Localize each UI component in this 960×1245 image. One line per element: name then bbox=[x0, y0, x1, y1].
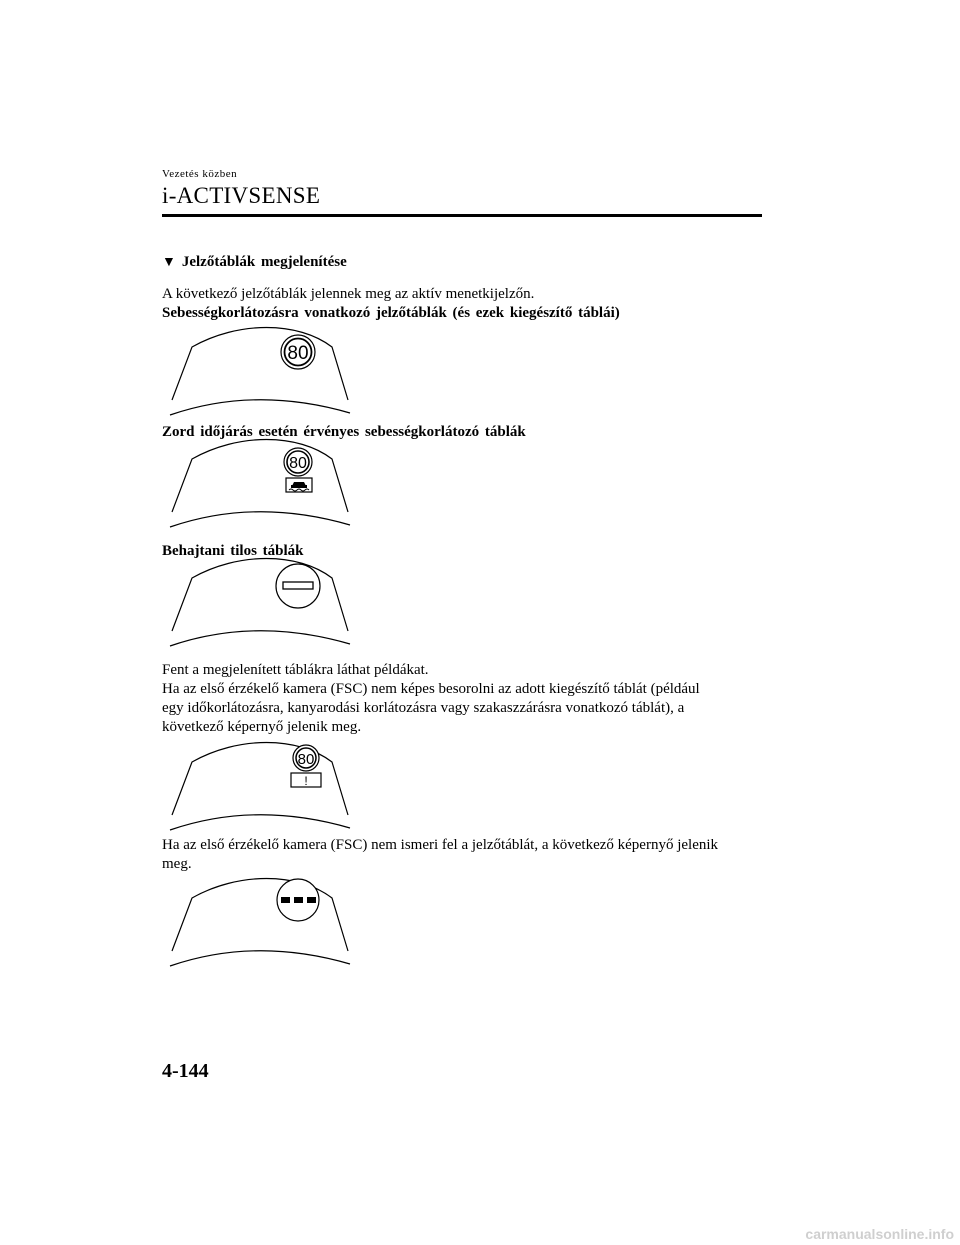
triangle-marker-icon: ▼ bbox=[162, 255, 176, 270]
weather-speed-limit-diagram bbox=[168, 437, 352, 529]
fsc-unclassified-line-1: Ha az első érzékelő kamera (FSC) nem képes besorolni az adott kiegészítő táblát (például bbox=[162, 681, 700, 697]
page-number: 4-144 bbox=[162, 1060, 209, 1082]
no-entry-heading: Behajtani tilos táblák bbox=[162, 543, 304, 559]
fsc-unclassified-line-2: egy időkorlátozásra, kanyarodási korlátozásra vagy szakaszzárásra vonatkozó táblát), a bbox=[162, 700, 685, 716]
examples-note: Fent a megjelenített táblákra láthat példákat. bbox=[162, 662, 429, 678]
unclassified-sign-diagram bbox=[168, 740, 352, 832]
watermark: carmanualsonline.info bbox=[805, 1226, 954, 1242]
fsc-unclassified-line-3: következő képernyő jelenik meg. bbox=[162, 719, 362, 735]
speed-limit-display-diagram bbox=[168, 325, 352, 417]
fsc-unrecognized-line-2: meg. bbox=[162, 856, 192, 872]
section-label: Vezetés közben bbox=[162, 168, 238, 180]
unrecognized-sign-diagram bbox=[168, 876, 352, 968]
no-entry-display-diagram bbox=[168, 556, 352, 648]
speed-limit-value: 80 bbox=[287, 343, 309, 364]
slippery-road-icon bbox=[286, 478, 312, 492]
weather-speed-value: 80 bbox=[289, 455, 307, 472]
intro-paragraph: A következő jelzőtáblák jelennek meg az aktív menetkijelzőn. bbox=[162, 286, 535, 302]
fsc-unrecognized-line-1: Ha az első érzékelő kamera (FSC) nem ismeri fel a jelzőtáblát, a következő képernyő jelenik bbox=[162, 837, 719, 853]
unclassified-mark: ! bbox=[304, 774, 308, 788]
page-title: i-ACTIVSENSE bbox=[162, 183, 321, 208]
subsection-heading-text: Jelzőtáblák megjelenítése bbox=[181, 254, 347, 270]
speed-limit-heading: Sebességkorlátozásra vonatkozó jelzőtáblák (és ezek kiegészítő táblái) bbox=[162, 305, 620, 321]
title-divider bbox=[162, 214, 762, 217]
unclassified-speed-value: 80 bbox=[297, 751, 315, 768]
subsection-heading bbox=[162, 254, 347, 271]
weather-heading: Zord időjárás esetén érvényes sebességkorlátozó táblák bbox=[162, 424, 526, 440]
